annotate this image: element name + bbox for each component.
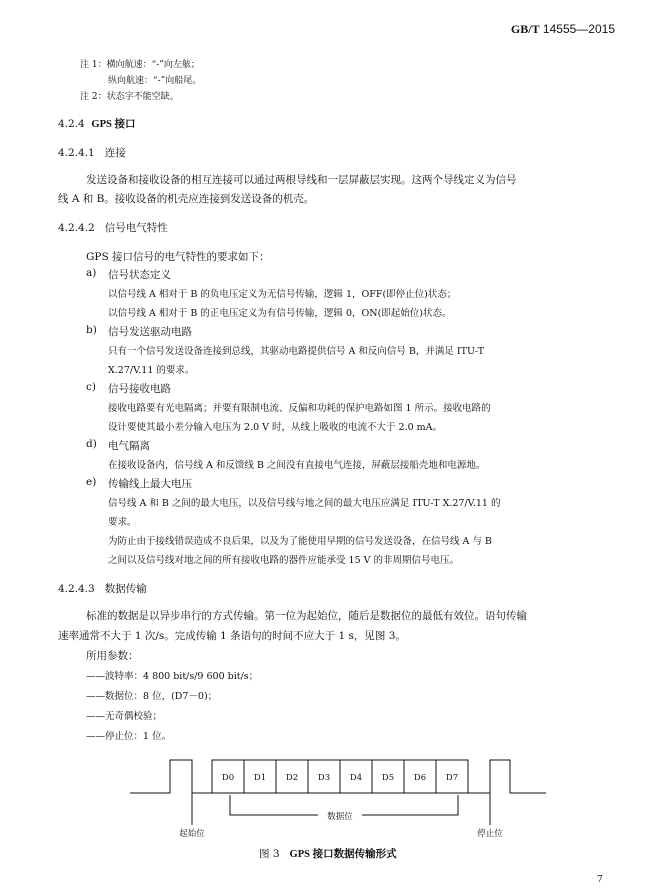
page-number: 7 xyxy=(597,875,603,885)
section-number: 4.2.4.3 xyxy=(58,583,95,595)
list-title: 信号发送驱动电路 xyxy=(108,326,192,338)
note-2: 注 2：状态字不能空缺。 xyxy=(80,92,179,102)
caption-title: GPS 接口数据传输形式 xyxy=(289,849,397,860)
list-line: 之间以及信号线对地之间的所有接收电路的器件应能承受 15 V 的非周期信号电压。 xyxy=(108,555,460,566)
data-bits-label: 数据位 xyxy=(327,812,353,822)
list-line: 为防止由于接线错误造成不良后果，以及为了能使用早期的信号发送设备，在信号线 A 与 B xyxy=(108,536,492,547)
gps-data-transmission-diagram xyxy=(0,745,661,845)
list-line: X.27/V.11 的要求。 xyxy=(108,365,195,376)
list-line: 设计要使其最小差分输入电压为 2.0 V 时，从线上吸收的电流不大于 2.0 mA。 xyxy=(108,422,443,433)
standard-header xyxy=(511,22,615,37)
section-number: 4.2.4.2 xyxy=(58,222,95,234)
section-4-2-4 xyxy=(58,116,135,131)
list-line: 以信号线 A 相对于 B 的正电压定义为有信号传输，逻辑 0，ON(即起始位)状态。 xyxy=(108,308,452,319)
section-number: 4.2.4 xyxy=(58,118,85,130)
figure-caption xyxy=(259,846,397,861)
list-line: 要求。 xyxy=(108,517,137,528)
section-4-2-4-2 xyxy=(58,220,168,235)
paragraph-line: 标准的数据是以异步串行的方式传输。第一位为起始位，随后是数据位的最低有效位。语句传输 xyxy=(86,610,527,622)
section-number: 4.2.4.1 xyxy=(58,147,95,159)
bit-label: D5 xyxy=(381,773,395,783)
section-title: GPS 接口 xyxy=(91,119,136,130)
bit-label: D3 xyxy=(317,773,331,783)
bit-label: D2 xyxy=(285,773,299,783)
param-item: ——数据位：8 位，(D7－0)； xyxy=(86,691,218,702)
param-item: ——波特率：4 800 bit/s/9 600 bit/s； xyxy=(86,671,259,682)
section-title: 信号电气特性 xyxy=(104,222,168,234)
list-title: 信号接收电路 xyxy=(108,383,171,395)
list-line: 信号线 A 和 B 之间的最大电压，以及信号线与地之间的最大电压应满足 ITU-T X.27/V.11 的 xyxy=(108,498,501,509)
param-item: ——无奇偶校验； xyxy=(86,711,163,722)
paragraph-line: 速率通常不大于 1 次/s。完成传输 1 条语句的时间不应大于 1 s，见图 3。 xyxy=(58,630,406,642)
section-title: 数据传输 xyxy=(104,583,147,595)
list-title: 传输线上最大电压 xyxy=(108,478,192,490)
list-line: 接收电路要有光电隔离；并要有限制电流、反偏和功耗的保护电路如图 1 所示。接收电路的 xyxy=(108,403,491,414)
list-mark: b) xyxy=(86,324,97,336)
section-title: 连接 xyxy=(104,147,126,159)
signal-waveform xyxy=(130,760,546,793)
std-code: GB/T xyxy=(510,22,540,36)
list-title: 信号状态定义 xyxy=(108,269,171,281)
list-mark: c) xyxy=(86,381,96,393)
params-title: 所用参数： xyxy=(86,650,139,662)
list-mark: a) xyxy=(86,267,97,279)
stop-bit-label: 停止位 xyxy=(477,829,503,839)
list-mark: d) xyxy=(86,438,97,450)
list-mark: e) xyxy=(86,476,97,488)
section-4-2-4-3 xyxy=(58,581,147,596)
bit-label: D6 xyxy=(413,773,427,783)
list-line: 以信号线 A 相对于 B 的负电压定义为无信号传输，逻辑 1，OFF(即停止位)状态； xyxy=(108,289,457,300)
list-title: 电气隔离 xyxy=(108,440,150,452)
paragraph-line: 线 A 和 B。接收设备的机壳应连接到发送设备的机壳。 xyxy=(58,193,315,205)
list-line: 只有一个信号发送设备连接到总线，其驱动电路提供信号 A 和反向信号 B，并满足 ITU-T xyxy=(108,346,485,357)
note-1-cont: 纵向航速：“-”向船尾。 xyxy=(108,76,202,86)
start-bit-label: 起始位 xyxy=(179,829,205,839)
param-item: ——停止位：1 位。 xyxy=(86,731,172,742)
std-number: 14555—2015 xyxy=(539,22,615,36)
bit-label: D4 xyxy=(349,773,363,783)
section-4-2-4-1 xyxy=(58,145,126,160)
list-line: 在接收设备内，信号线 A 和反馈线 B 之间没有直接电气连接，屏蔽层接船壳地和电源地。 xyxy=(108,460,486,471)
note-1: 注 1：横向航速：“-”向左舷； xyxy=(80,60,200,70)
paragraph-line: 发送设备和接收设备的相互连接可以通过两根导线和一层屏蔽层实现。这两个导线定义为信号 xyxy=(86,174,517,186)
bit-label: D7 xyxy=(445,773,459,783)
bit-label: D0 xyxy=(221,773,235,783)
caption-number: 图 3 xyxy=(259,848,280,860)
elec-intro: GPS 接口信号的电气特性的要求如下： xyxy=(86,251,270,263)
bit-label: D1 xyxy=(253,773,267,783)
